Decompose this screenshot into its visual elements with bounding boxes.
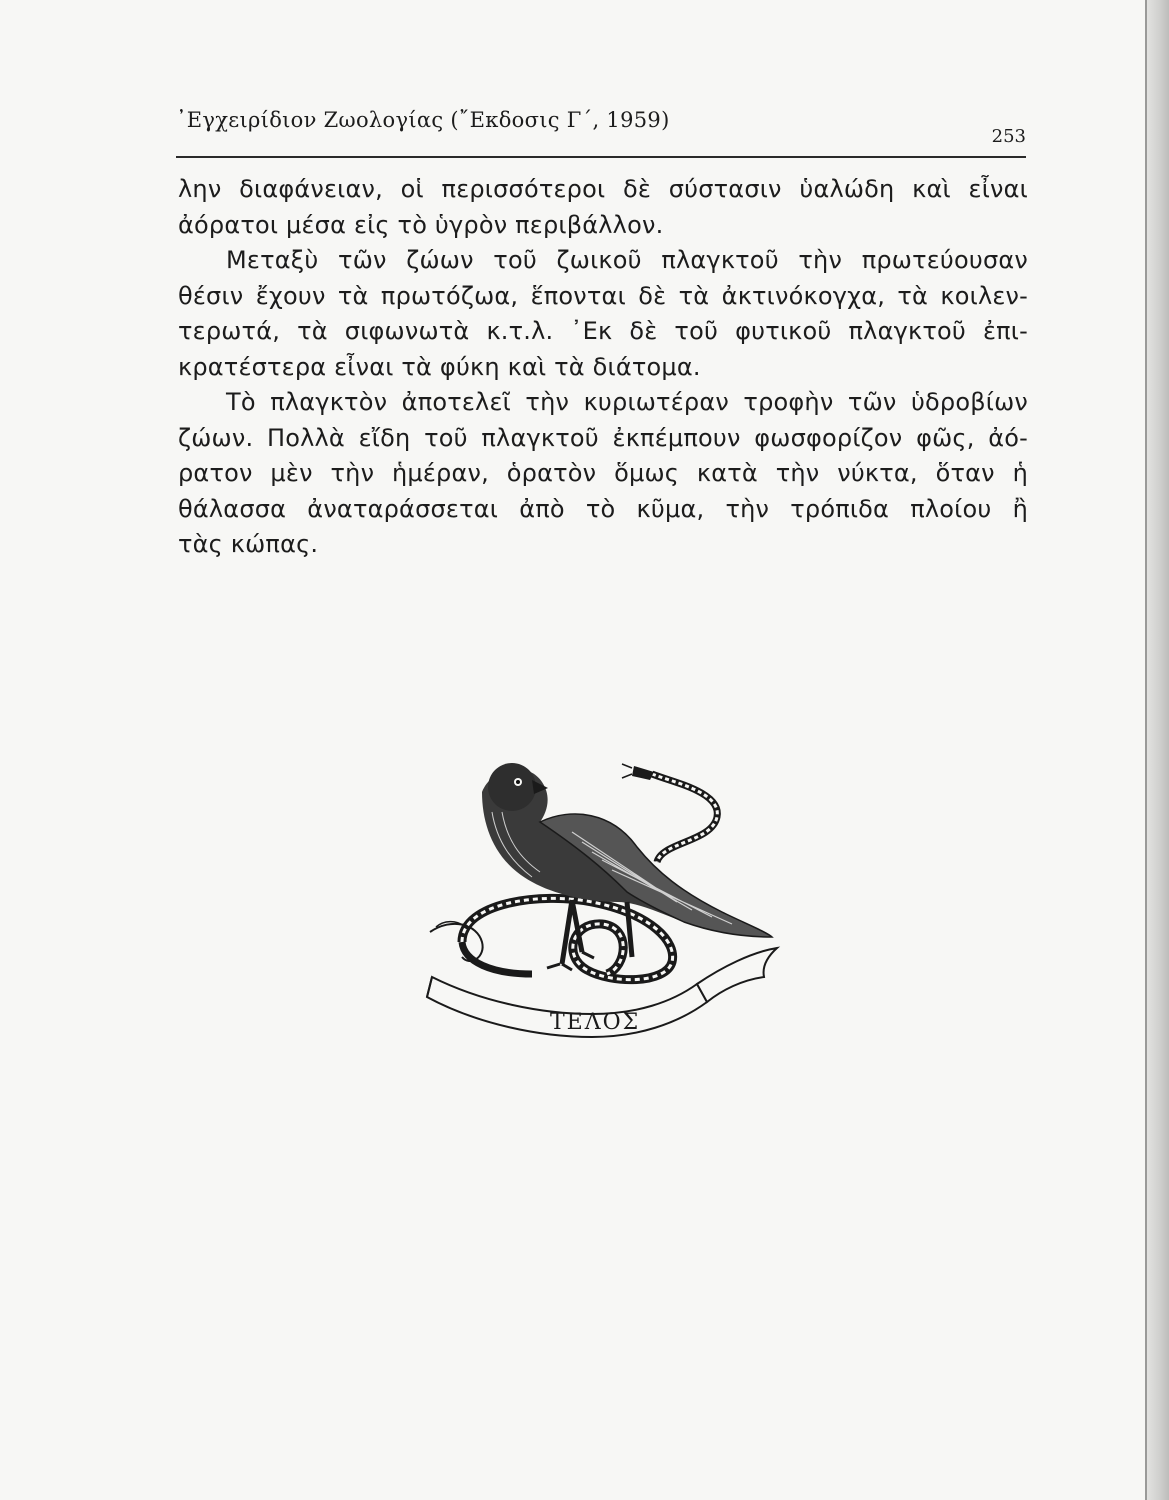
text-line: θάλασσα ἀναταράσσεται ἀπὸ τὸ κῦμα, τὴν τρόπιδα πλοίου ἢ [178,494,1028,523]
end-emblem [422,752,782,1042]
text-line: κρατέστερα εἶναι τὰ φύκη καὶ τὰ διάτομα. [178,352,701,381]
text-line: τὰς κώπας. [178,530,319,558]
emblem-ribbon-text: ΤΕΛΟΣ [550,1010,641,1035]
text-line: Μεταξὺ τῶν ζώων τοῦ ζωικοῦ πλαγκτοῦ τὴν πρωτεύουσαν [226,246,1028,274]
page-edge [1147,0,1169,1500]
page-number: 253 [991,126,1026,147]
page-header [176,108,1026,158]
text-line: λην διαφάνειαν, οἱ περισσότεροι δὲ σύστασιν ὑαλώδη καὶ εἶναι [178,175,1028,203]
text-line: θέσιν ἔχουν τὰ πρωτόζωα, ἕπονται δὲ τὰ ἀκτινόκογχα, τὰ κοιλεν- [178,281,1028,310]
text-line: ζώων. Πολλὰ εἴδη τοῦ πλαγκτοῦ ἐκπέμπουν φωσφορίζον φῶς, ἀό- [178,423,1028,452]
bird-and-serpent-emblem [422,752,782,1042]
header-rule [176,156,1026,158]
text-line: ἀόρατοι μέσα εἰς τὸ ὑγρὸν περιβάλλον. [178,210,664,239]
running-title: ᾿Εγχειρίδιον Ζωολογίας (῎Εκδοσις Γ΄, 1959) [176,108,670,132]
text-line: τερωτά, τὰ σιφωνωτὰ κ.τ.λ. ᾿Εκ δὲ τοῦ φυτικοῦ πλαγκτοῦ ἐπι- [178,317,1028,345]
text-line: Τὸ πλαγκτὸν ἀποτελεῖ τὴν κυριωτέραν τροφὴν τῶν ὑδροβίων [226,388,1028,416]
text-line: ρατον μὲν τὴν ἡμέραν, ὁρατὸν ὅμως κατὰ τὴν νύκτα, ὅταν ἡ [178,459,1028,487]
body-text [178,172,1028,563]
